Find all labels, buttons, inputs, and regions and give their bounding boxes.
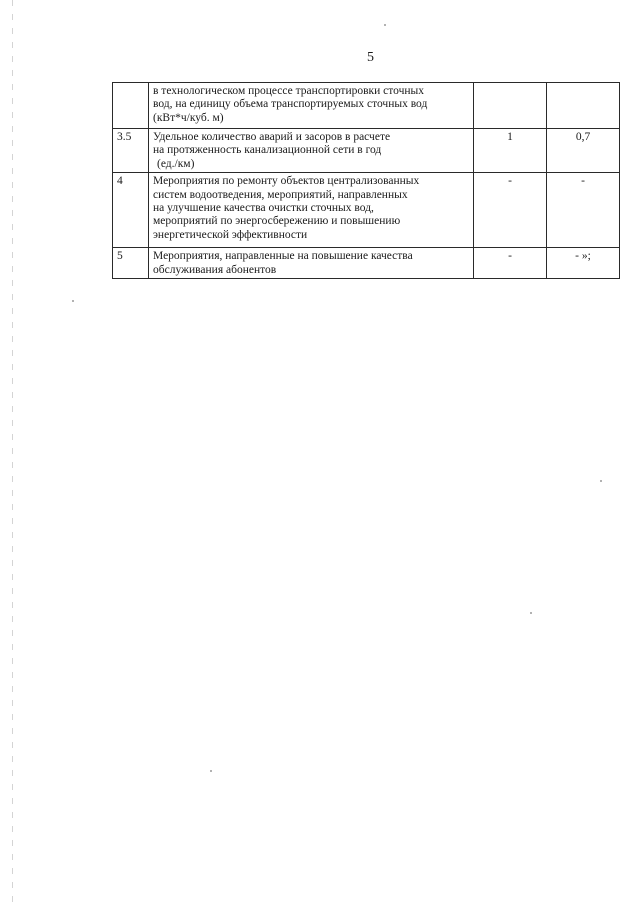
row-number: 5 — [113, 248, 149, 279]
scan-speck — [210, 770, 212, 772]
description-line: на протяженность канализационной сети в год — [153, 144, 382, 157]
table-row — [113, 129, 620, 173]
row-value-2: - »; — [547, 248, 620, 279]
row-value-2: - — [547, 173, 620, 248]
description-line: на улучшение качества очистки сточных вод, — [153, 202, 374, 215]
scan-speck — [72, 300, 74, 302]
scan-edge-artifact — [12, 0, 13, 905]
description-line: мероприятий по энергосбережению и повышению — [153, 215, 401, 228]
row-number: 3.5 — [113, 129, 149, 173]
row-description — [149, 173, 474, 248]
scan-speck — [530, 612, 532, 614]
scan-speck — [600, 480, 602, 482]
table-row — [113, 173, 620, 248]
row-description — [149, 83, 474, 129]
description-line: Мероприятия, направленные на повышение качества — [153, 250, 413, 263]
row-value-1: - — [474, 248, 547, 279]
description-line: Мероприятия по ремонту объектов централизованных — [153, 175, 420, 188]
page-number: 5 — [367, 50, 374, 65]
description-line: в технологическом процессе транспортировки сточных — [153, 85, 424, 97]
scan-speck — [384, 24, 386, 26]
row-value-2 — [547, 83, 620, 129]
table-row — [113, 83, 620, 129]
row-description — [149, 129, 474, 173]
row-description — [149, 248, 474, 279]
row-value-2: 0,7 — [547, 129, 620, 173]
description-line: вод, на единицу объема транспортируемых сточных вод — [153, 98, 428, 111]
row-value-1: - — [474, 173, 547, 248]
description-line: Удельное количество аварий и засоров в расчете — [153, 131, 391, 143]
row-number: 4 — [113, 173, 149, 248]
row-value-1: 1 — [474, 129, 547, 173]
description-line: систем водоотведения, мероприятий, направленных — [153, 188, 408, 201]
description-line: (ед./км) — [157, 157, 195, 170]
indicators-table — [112, 82, 620, 279]
row-number — [113, 83, 149, 129]
table-row — [113, 248, 620, 279]
description-line: обслуживания абонентов — [153, 263, 277, 276]
description-line: энергетической эффективности — [153, 228, 308, 241]
row-value-1 — [474, 83, 547, 129]
description-line: (кВт*ч/куб. м) — [153, 111, 224, 124]
